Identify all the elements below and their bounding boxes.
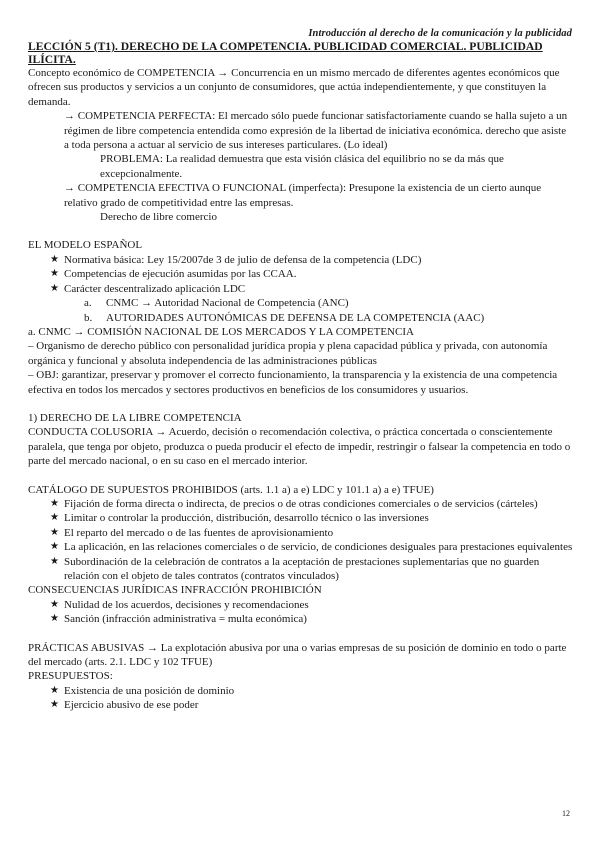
list-item: ★ Fijación de forma directa o indirecta, de precios o de otras condiciones comerciales o de servicios (cárteles): [50, 497, 538, 510]
list-item: ★ Ejercicio abusivo de ese poder: [50, 699, 199, 712]
star-icon: ★: [50, 699, 59, 711]
star-icon: ★: [50, 555, 59, 567]
star-icon: ★: [50, 526, 59, 538]
star-icon: ★: [50, 497, 59, 509]
legal-consequences-heading: CONSECUENCIAS JURÍDICAS INFRACCIÓN PROHIBICIÓN: [28, 584, 322, 597]
prerequisites-list: [28, 684, 573, 713]
lesson-title: LECCIÓN 5 (T1). DERECHO DE LA COMPETENCIA. PUBLICIDAD COMERCIAL. PUBLICIDAD ILÍCITA.: [28, 40, 543, 66]
star-icon: ★: [50, 541, 59, 553]
spanish-model-heading: EL MODELO ESPAÑOL: [28, 239, 143, 252]
list-item: ★ El reparto del mercado o de las fuentes de aprovisionamiento: [50, 526, 334, 539]
spacer: [28, 224, 573, 238]
prerequisites-heading: PRESUPUESTOS:: [28, 670, 113, 683]
star-icon: ★: [50, 684, 59, 696]
problem-paragraph: PROBLEMA: La realidad demuestra que esta visión clásica del equilibrio no se da más que excepcionalmente.: [100, 153, 504, 180]
cnmc-heading: a. CNMC → COMISIÓN NACIONAL DE LOS MERCADOS Y LA COMPETENCIA: [28, 325, 414, 338]
list-item: ★ Normativa básica: Ley 15/2007de 3 de julio de defensa de la competencia (LDC): [50, 253, 422, 266]
star-icon: ★: [50, 512, 59, 524]
running-header: Introducción al derecho de la comunicación y la publicidad: [308, 28, 572, 39]
cnmc-objective: – OBJ: garantizar, preservar y promover el correcto funcionamiento, la transparencia y la existencia de una competencia efectiva en todos los mercados y sectores productivos en beneficios de los consumidores y usuarios.: [28, 369, 558, 396]
free-competition-heading: 1) DERECHO DE LA LIBRE COMPETENCIA: [28, 411, 242, 424]
list-item: ★ Existencia de una posición de dominio: [50, 684, 235, 697]
sublist-item: a. CNMC → Autoridad Nacional de Competencia (ANC): [84, 297, 349, 310]
star-icon: ★: [50, 253, 59, 265]
collusive-conduct-paragraph: CONDUCTA COLUSORIA → Acuerdo, decisión o recomendación colectiva, o práctica concertada o conscientemente paralela, que tenga por objeto, produzca o pueda producir el efecto de impedir, restringir o falsear la competencia en todo o parte del mercado nacional, o en su caso en el mercado interior.: [28, 426, 571, 468]
list-item: ★ Sanción (infracción administrativa = multa económica): [50, 613, 307, 626]
document-body: [28, 40, 573, 713]
star-icon: ★: [50, 613, 59, 625]
perfect-competition-paragraph: → COMPETENCIA PERFECTA: El mercado sólo puede funcionar satisfactoriamente cuando se halla sujeto a un régimen de libre competencia entendida como expresión de la libertad de iniciativa económica. derecho que asiste a toda persona a actuar al servicio de sus intereses particulares. (Lo ideal): [64, 110, 568, 152]
list-item: ★ Subordinación de la celebración de contratos a la aceptación de prestaciones suplementarias que no guarden relación con el objeto de tales contratos (contratos vinculados): [50, 555, 540, 582]
star-icon: ★: [50, 282, 59, 294]
legal-consequences-list: [28, 598, 573, 627]
page-number: 12: [562, 809, 570, 818]
authority-sublist: [28, 296, 573, 325]
star-icon: ★: [50, 598, 59, 610]
abusive-practices-paragraph: PRÁCTICAS ABUSIVAS → La explotación abusiva por una o varias empresas de su posición de dominio en todo o parte del mercado (arts. 2.1. LDC y 102 TFUE): [28, 641, 567, 669]
spacer: [28, 627, 573, 641]
list-item: ★ Nulidad de los acuerdos, decisiones y recomendaciones: [50, 598, 309, 611]
cnmc-description: – Organismo de derecho público con personalidad jurídica propia y plena capacidad pública y privada, con autonomía orgánica y funcional y absoluta independencia de las administraciones públicas: [28, 340, 548, 367]
list-item: ★ Carácter descentralizado aplicación LDC: [50, 282, 246, 295]
list-item: ★ Limitar o controlar la producción, distribución, desarrollo técnico o las inversiones: [50, 512, 429, 525]
list-item: ★ Competencias de ejecución asumidas por las CCAA.: [50, 268, 297, 281]
spacer: [28, 469, 573, 483]
list-item: ★ La aplicación, en las relaciones comerciales o de servicio, de condiciones desiguales para prestaciones equivalentes: [50, 541, 573, 554]
sublist-item: b. AUTORIDADES AUTONÓMICAS DE DEFENSA DE LA COMPETENCIA (AAC): [84, 311, 485, 324]
spanish-model-list: [28, 253, 573, 296]
intro-paragraph: Concepto económico de COMPETENCIA → Concurrencia en un mismo mercado de diferentes agentes económicos que ofrecen sus productos y servicios a un conjunto de consumidores, que actúa independientemente, y que constituyen la demanda.: [28, 67, 560, 108]
free-trade-line: Derecho de libre comercio: [100, 211, 217, 224]
prohibited-catalog-list: [28, 497, 573, 583]
spacer: [28, 397, 573, 411]
prohibited-catalog-heading: CATÁLOGO DE SUPUESTOS PROHIBIDOS (arts. 1.1 a) a e) LDC y 101.1 a) a e) TFUE): [28, 483, 434, 496]
star-icon: ★: [50, 268, 59, 280]
effective-competition-paragraph: → COMPETENCIA EFECTIVA O FUNCIONAL (imperfecta): Presupone la existencia de un cierto aunque relativo grado de competitividad entre las empresas.: [64, 182, 542, 209]
